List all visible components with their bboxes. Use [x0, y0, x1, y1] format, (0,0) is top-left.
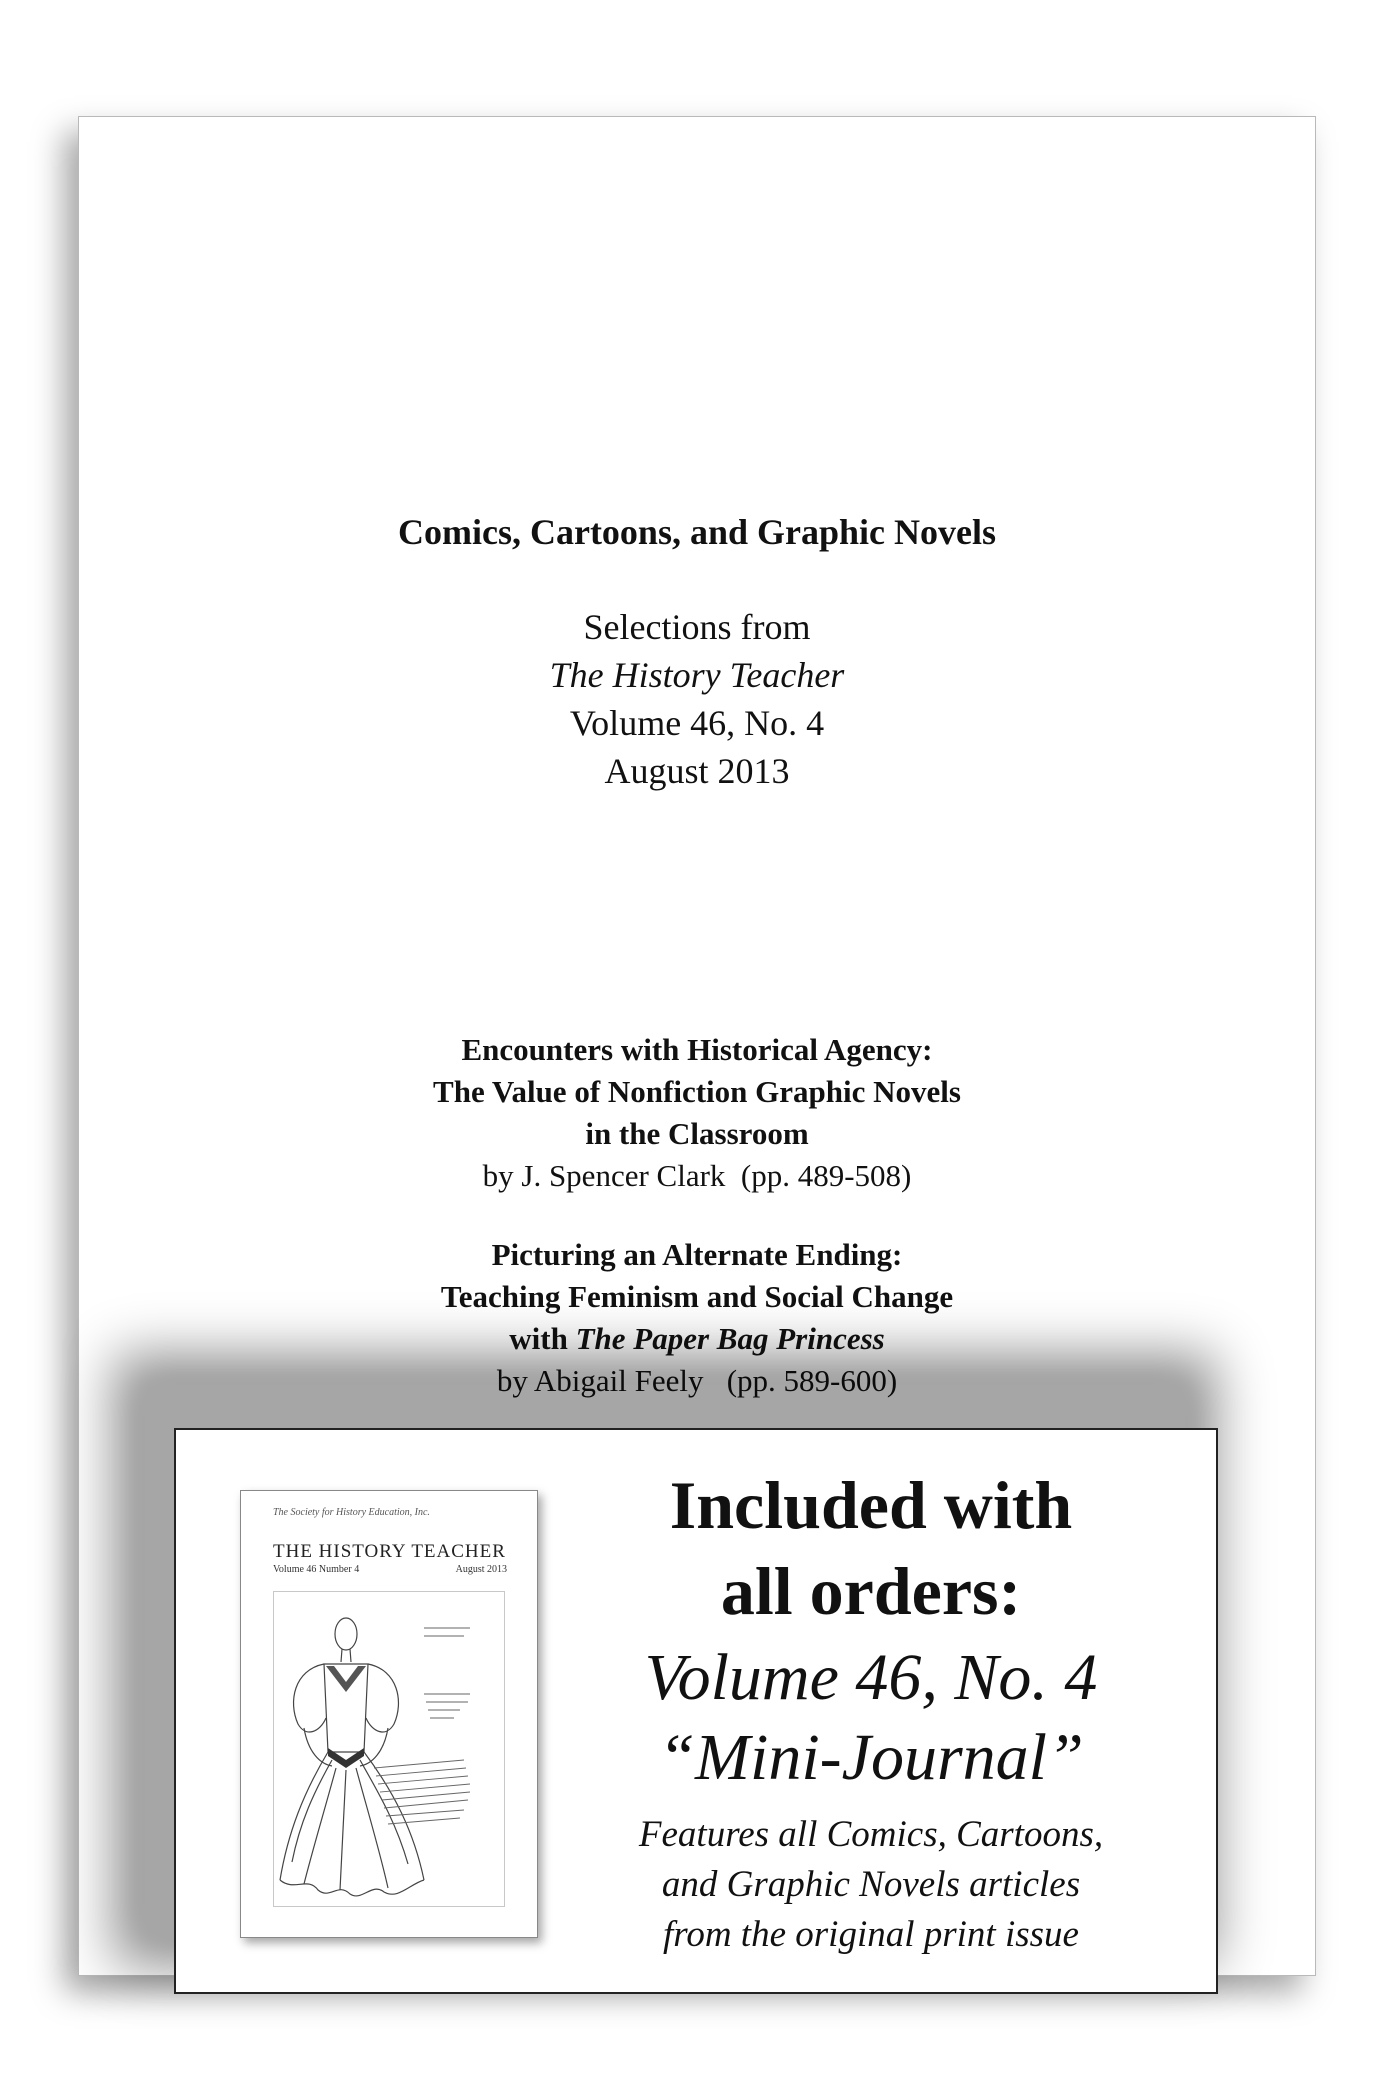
promo-features-line: from the original print issue	[663, 1914, 1079, 1955]
promo-volume-line: Volume 46, No. 4	[644, 1641, 1098, 1714]
promo-headline-line: all orders:	[720, 1553, 1022, 1629]
article-title-line: Picturing an Alternate Ending:	[491, 1237, 903, 1272]
volume-number: Volume 46, No. 4	[569, 703, 825, 743]
promo-box	[174, 1428, 1218, 1994]
article-entry	[79, 1029, 1315, 1197]
cover-volume: Volume 46 Number 4	[273, 1564, 360, 1575]
article-title-line: Teaching Feminism and Social Change	[440, 1279, 954, 1314]
cover-date: August 2013	[455, 1564, 507, 1575]
promo-features	[576, 1810, 1166, 1960]
dress-sketch-icon	[274, 1592, 504, 1906]
page-title: Comics, Cartoons, and Graphic Novels	[397, 512, 996, 552]
selections-label: Selections from	[583, 607, 811, 647]
promo-headline-line: Included with	[669, 1467, 1073, 1543]
promo-volume	[576, 1638, 1166, 1798]
article-byline: by Abigail Feely (pp. 589-600)	[496, 1363, 898, 1398]
article-title-prefix: with	[509, 1321, 576, 1356]
article-title-line: The Value of Nonfiction Graphic Novels	[433, 1074, 961, 1109]
article-title-line: Encounters with Historical Agency:	[461, 1032, 933, 1067]
promo-volume-line: “Mini-Journal”	[658, 1721, 1084, 1794]
article-title-line	[79, 1318, 1315, 1360]
cover-journal-title: THE HISTORY TEACHER	[273, 1541, 506, 1562]
issue-date: August 2013	[604, 751, 790, 791]
article-entry	[79, 1234, 1315, 1402]
book-title: The Paper Bag Princess	[575, 1321, 885, 1356]
cover-society: The Society for History Education, Inc.	[273, 1507, 430, 1518]
journal-name: The History Teacher	[549, 655, 845, 695]
article-title-line: in the Classroom	[585, 1116, 809, 1151]
promo-features-line: Features all Comics, Cartoons,	[638, 1814, 1104, 1855]
cover-illustration	[273, 1591, 505, 1907]
promo-features-line: and Graphic Novels articles	[661, 1864, 1081, 1905]
promo-headline	[576, 1462, 1166, 1634]
cover-meta	[273, 1564, 507, 1575]
article-byline: by J. Spencer Clark (pp. 489-508)	[482, 1158, 912, 1193]
selections-block	[79, 603, 1315, 795]
mini-journal-cover	[240, 1490, 538, 1938]
